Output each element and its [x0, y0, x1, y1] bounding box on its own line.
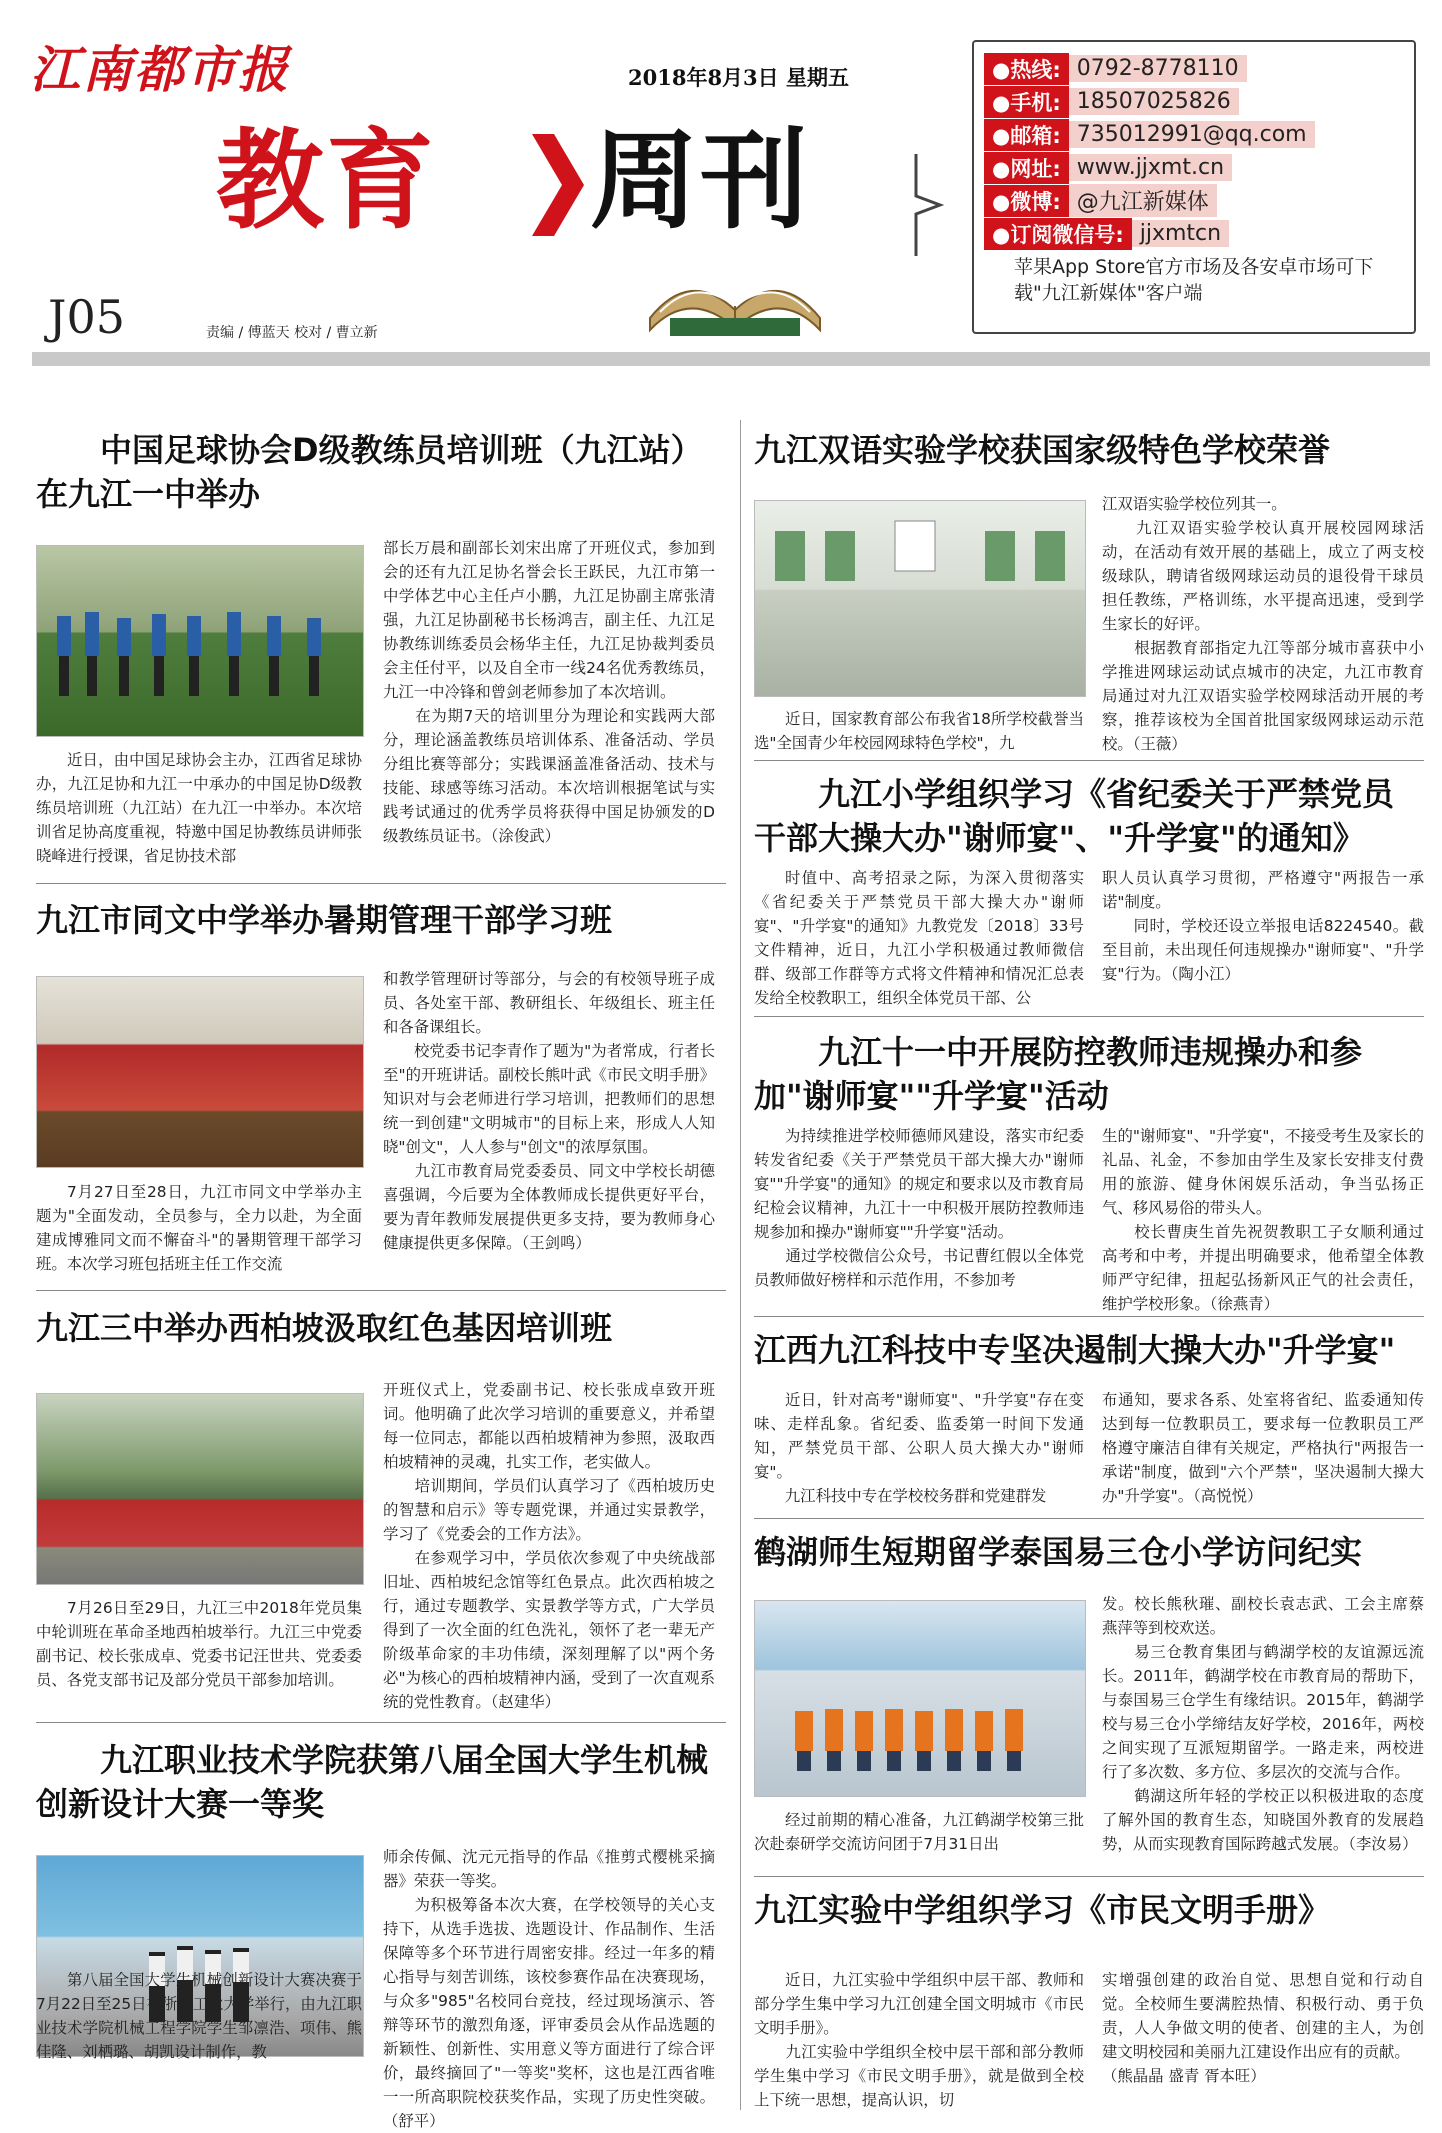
article-body-col2: 实增强创建的政治自觉、思想自觉和行动自觉。全校师生要满腔热情、积极行动、勇于负责，人人争做文明的使者、创建的主人，为创建文明校园和美丽九江建设作出应有的贡献。 （熊晶晶 盛青 胥本旺） — [1102, 1971, 1424, 2085]
photo-caption: 7月27日至28日，九江市同文中学举办主题为"全面发动，全员参与，全力以赴，为全面建成博雅同文而不懈奋斗"的暑期管理干部学习班。本次学习班包括班主任工作交流 — [36, 1183, 362, 1273]
contact-row-mobile — [984, 87, 1239, 116]
article-body: 部长万晨和副部长刘宋出席了开班仪式，参加到会的还有九江足协名誉会长王跃民，九江市第一中学体艺中心主任卢小鹏，九江足协副主席张清强，九江足协副秘书长杨鸿吉，副主任、九江足协教练训练委员会杨华主任，九江足协裁判委员会主任付平，以及自全市一线24名优秀教练员，九江一中冷锋和曾剑老师参加了本次培训。 在为期7天的培训里分为理论和实践两大部分，理论涵盖教练员培训体系、准备活动、学员分组比赛等部分；实践课涵盖准备活动、技术与技能、球感等练习活动。本次培训根据笔试与实践考试通过的优秀学员将获得中国足协颁发的D级教练员证书。（涂俊武） — [383, 539, 715, 845]
article-body-col2: 生的"谢师宴"、"升学宴"，不接受考生及家长的礼品、礼金，不参加由学生及家长安排支付费用的旅游、健身休闲娱乐活动，争当弘扬正气、移风易俗的带头人。 校长曹庚生首先祝贺教职工子女顺利通过高考和中考，并提出明确要求，他希望全体教师严守纪律，扭起弘扬新风正气的社会责任，维护学校形象。（徐燕青） — [1102, 1127, 1424, 1313]
issue-date: 2018年8月3日 星期五 — [628, 65, 849, 90]
chevron-icon — [528, 130, 588, 240]
article-body: 发。校长熊秋璀、副校长袁志武、工会主席蔡燕萍等到校欢送。 易三仓教育集团与鹤湖学校的友谊源远流长。2011年，鹤湖学校在市教育局的帮助下，与泰国易三仓学生有缘结识。2015年，鹤湖学校与易三仓小学缔结友好学校，2016年，两校之间实现了互派短期留学。一路走来，两校进行了多次数、多方位、多层次的交流与合作。 鹤湖这所年轻的学校正以积极进取的态度了解外国的教育生态，知晓国外教育的发展趋势，从而实现教育国际跨越式发展。（李汝易） — [1102, 1595, 1424, 1853]
contact-info-box — [972, 40, 1416, 334]
football-training-photo — [36, 545, 364, 737]
contact-row-wechat — [984, 219, 1229, 248]
article-divider — [36, 1290, 726, 1291]
article-headline: 九江小学组织学习《省纪委关于严禁党员干部大操大办"谢师宴"、"升学宴"的通知》 — [754, 775, 1395, 857]
article-divider — [36, 1722, 726, 1723]
article-body-col1: 近日，九江实验中学组织中层干部、教师和部分学生集中学习九江创建全国文明城市《市民文明手册》。 九江实验中学组织全校中层干部和部分教师学生集中学习《市民文明手册》，就是做到全校上下统一思想，提高认识，切 — [754, 1971, 1084, 2109]
players-figures-icon — [37, 546, 363, 736]
contact-label: ●订阅微信号: — [984, 218, 1132, 250]
contact-label: ●网址: — [984, 152, 1069, 184]
column-separator — [740, 420, 741, 2110]
contact-value: 18507025826 — [1069, 88, 1239, 115]
contact-label: ●邮箱: — [984, 119, 1069, 151]
contact-label: ●微博: — [984, 185, 1069, 217]
article-headline: 九江职业技术学院获第八届全国大学生机械创新设计大赛一等奖 — [36, 1741, 709, 1823]
article-divider — [36, 883, 726, 884]
article-body-col1: 近日，针对高考"谢师宴"、"升学宴"存在变味、走样乱象。省纪委、监委第一时间下发通知，严禁党员干部、公职人员大操大办"谢师宴"。 九江科技中专在学校校务群和党建群发 — [754, 1391, 1084, 1505]
article-body-col2: 布通知，要求各系、处室将省纪、监委通知传达到每一位教职员工，要求每一位教职员工严格遵守廉洁自律有关规定，严格执行"两报告一承诺"制度，做到"六个严禁"，坚决遏制大操大办"升学宴"。（高悦悦） — [1102, 1391, 1424, 1505]
article-headline: 鹤湖师生短期留学泰国易三仓小学访问纪实 — [754, 1533, 1363, 1571]
meeting-hall-photo — [36, 976, 364, 1168]
photo-caption: 第八届全国大学生机械创新设计大赛决赛于7月22日至25日在浙江工业大学举行，由九江职业技术学院机械工程学院学生邹凛浩、项伟、熊佳隆、刘栖璐、胡凯设计制作，教 — [36, 1971, 362, 2061]
contact-row-hotline — [984, 54, 1247, 83]
students-figures-icon — [755, 1601, 1085, 1796]
article-headline: 江西九江科技中专坚决遏制大操大办"升学宴" — [754, 1331, 1396, 1369]
contact-value: 735012991@qq.com — [1069, 121, 1315, 148]
newspaper-logo: 江南都市报 — [30, 40, 290, 99]
article-body: 开班仪式上，党委副书记、校长张成卓致开班词。他明确了此次学习培训的重要意义，并希望每一位同志，都能以西柏坡精神为参照，汲取西柏坡精神的灵魂，扎实工作，老实做人。 培训期间，学员们认真学习了《西柏坡历史的智慧和启示》等专题党课，并通过实景教学，学习了《党委会的工作方法》。 在参观学习中，学员依次参观了中央统战部旧址、西柏坡纪念馆等红色景点。此次西柏坡之行，通过专题教学、实景教学等方式，广大学员得到了一次全面的红色洗礼，领怀了老一辈无产阶级革命家的丰功伟绩，深刻理解了以"两个务必"为核心的西柏坡精神内涵，受到了一次直观系统的党性教育。（赵建华） — [383, 1381, 715, 1711]
photo-caption: 7月26日至29日，九江三中2018年党员集中轮训班在革命圣地西柏坡举行。九江三中党委副书记、校长张成卓、党委书记汪世共、党委委员、各党支部书记及部分党员干部参加培训。 — [36, 1599, 362, 1689]
contact-row-website — [984, 153, 1232, 182]
article-body-col2: 职人员认真学习贯彻，严格遵守"两报告一承诺"制度。 同时，学校还设立举报电话8224540。截至目前，未出现任何违规操办"谢师宴"、"升学宴"行为。（陶小江） — [1102, 869, 1424, 983]
article-body-col1: 为持续推进学校师德师风建设，落实市纪委转发省纪委《关于严禁党员干部大操大办"谢师宴""升学宴"的通知》的规定和要求以及市教育局纪检会议精神，九江十一中积极开展防控教师违规参加和操办"谢师宴""升学宴"活动。 通过学校微信公众号，书记曹红假以全体党员教师做好榜样和示范作用，不参加考 — [754, 1127, 1084, 1289]
contact-value: jjxmtcn — [1132, 220, 1229, 247]
photo-caption: 经过前期的精心准备，九江鹤湖学校第三批次赴泰研学交流访问团于7月31日出 — [754, 1811, 1084, 1853]
article-headline: 九江十一中开展防控教师违规操办和参加"谢师宴""升学宴"活动 — [754, 1033, 1363, 1115]
contact-value: 0792-8778110 — [1069, 55, 1247, 82]
hall-windows-icon — [755, 501, 1085, 696]
photo-caption: 近日，国家教育部公布我省18所学校截誉当选"全国青少年校园网球特色学校"，九 — [754, 710, 1084, 752]
contact-value: www.jjxmt.cn — [1069, 154, 1232, 181]
article-divider — [754, 1518, 1424, 1519]
students-group-photo — [754, 1600, 1086, 1797]
open-book-icon — [640, 248, 830, 338]
article-divider — [754, 1316, 1424, 1317]
article-body: 师余传佩、沈元元指导的作品《推剪式樱桃采摘器》荣获一等奖。 为积极筹备本次大赛，在学校领导的关心支持下，从选手选拔、选题设计、作品制作、生活保障等多个环节进行周密安排。经过一年多的精心指导与刻苦训练，该校参赛作品在决赛现场，与众多"985"名校同台竞技，经过现场演示、答辩等环节的激烈角逐，评审委员会从作品选题的新颖性、创新性、实用意义等方面进行了综合评价，最终摘回了"一等奖"奖杯，这也是江西省唯一一所高职院校获奖作品，实现了历史性突破。（舒平） — [383, 1848, 715, 2130]
article-body-col1: 时值中、高考招录之际，为深入贯彻落实《省纪委关于严禁党员干部大操大办"谢师宴"、"升学宴"的通知》九教党发〔2018〕33号文件精神，近日，九江小学积极通过教师微信群、级部工作群等方式将文件精神和情况汇总表发给全校教职工，组织全体党员干部、公 — [754, 869, 1084, 1007]
article-divider — [754, 1016, 1424, 1017]
header-divider — [32, 352, 1430, 366]
section-title-weekly: 周刊 — [590, 119, 811, 244]
article-divider — [754, 760, 1424, 761]
article-headline: 九江市同文中学举办暑期管理干部学习班 — [36, 901, 613, 939]
article-body: 和教学管理研讨等部分，与会的有校领导班子成员、各处室干部、教研组长、年级组长、班主任和各备课组长。 校党委书记李青作了题为"为者常成，行者长至"的开班讲话。副校长熊叶武《市民文明手册》知识对与会老师进行学习培训，把教师们的思想统一到创建"文明城市"的目标上来，形成人人知晓"创文"，人人参与"创文"的浓厚氛围。 九江市教育局党委委员、同文中学校长胡德喜强调，今后要为全体教师成长提供更好平台，要为青年教师发展提供更多支持，要为教师身心健康提供更多保障。（王剑鸣） — [383, 970, 715, 1252]
page-number: J05 — [48, 290, 125, 344]
contact-row-weibo — [984, 186, 1217, 215]
editor-credits: 责编 / 傅蓝天 校对 / 曹立新 — [206, 325, 378, 341]
article-headline: 中国足球协会D级教练员培训班（九江站）在九江一中举办 — [36, 431, 703, 513]
school-tennis-hall-photo — [754, 500, 1086, 697]
article-headline: 九江双语实验学校获国家级特色学校荣誉 — [754, 431, 1331, 469]
bracket-arrow-icon — [910, 150, 950, 260]
contact-value: @九江新媒体 — [1069, 184, 1217, 217]
photo-caption: 近日，由中国足球协会主办，江西省足球协办，九江足协和九江一中承办的中国足协D级教练员培训班（九江站）在九江一中举办。本次培训省足协高度重视，特邀中国足协教练员讲师张晓峰进行授课，省足协技术部 — [36, 751, 362, 865]
group-photo-xibaipo — [36, 1393, 364, 1585]
contact-row-email — [984, 120, 1315, 149]
article-body: 江双语实验学校位列其一。 九江双语实验学校认真开展校园网球活动，在活动有效开展的基础上，成立了两支校级球队，聘请省级网球运动员的退役骨干球员担任教练，严格训练，水平提高迅速，受到学生家长的好评。 根据教育部指定九江等部分城市喜获中小学推进网球运动试点城市的决定，九江市教育局通过对九江双语实验学校网球活动开展的考察，推荐该校为全国首批国家级网球运动示范校。（王薇） — [1102, 495, 1424, 753]
app-download-note: 苹果App Store官方市场及各安卓市场可下载"九江新媒体"客户端 — [1014, 256, 1374, 304]
article-headline: 九江实验中学组织学习《市民文明手册》 — [754, 1891, 1331, 1929]
section-title-education: 教育 — [216, 119, 437, 244]
article-headline: 九江三中举办西柏坡汲取红色基因培训班 — [36, 1309, 613, 1347]
contact-label: ●手机: — [984, 86, 1069, 118]
article-divider — [754, 1876, 1424, 1877]
contact-label: ●热线: — [984, 53, 1069, 85]
